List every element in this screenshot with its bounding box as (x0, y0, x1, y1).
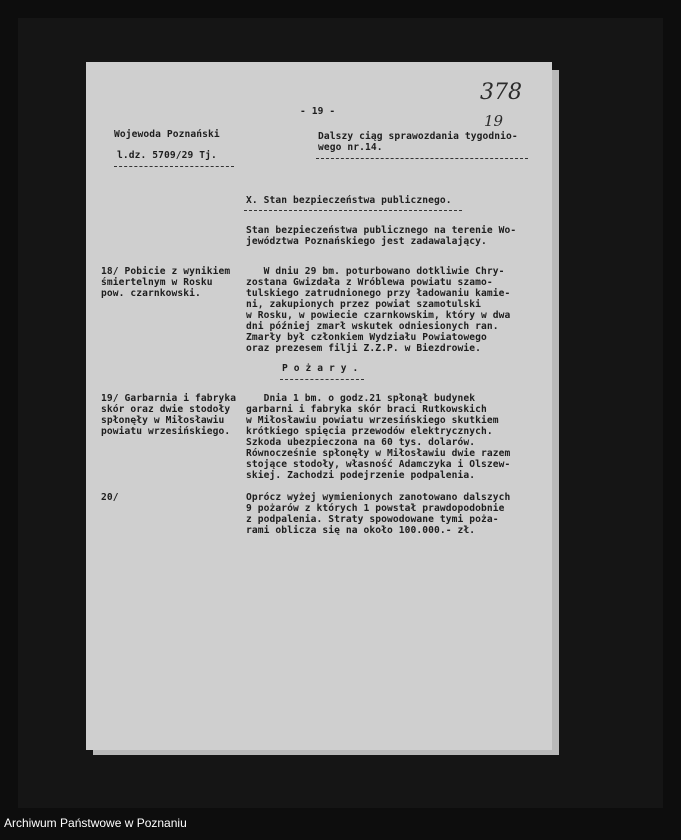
item18-label-line: pow. czarnkowski. (101, 288, 201, 299)
report-continuation-line2: wego nr.14. (318, 142, 383, 153)
header-left-underline (114, 166, 234, 167)
item19-body-line: skiej. Zachodzi podejrzenie podpalenia. (246, 470, 476, 481)
item19-label-line: 19/ Garbarnia i fabryka (101, 393, 237, 404)
archive-watermark: Archiwum Państwowe w Poznaniu (4, 816, 187, 830)
section-intro-line: jewództwa Poznańskiego jest zadawalający. (246, 236, 487, 247)
item19-body-line: krótkiego spięcia przewodów elektrycznych. (246, 426, 493, 437)
office-name: Wojewoda Poznański (114, 129, 220, 140)
item20-body-line: 9 pożarów z których 1 powstał prawdopodobnie (246, 503, 505, 514)
section-heading: X. Stan bezpieczeństwa publicznego. (246, 195, 452, 206)
item19-body-line: stojące stodoły, własność Adamczyka i Olszew- (246, 459, 511, 470)
item19-body-line: Szkoda ubezpieczona na 60 tys. dolarów. (246, 437, 476, 448)
item18-body-line: W dniu 29 bm. poturbowano dotkliwie Chry- (246, 266, 505, 277)
item20-body-line: Oprócz wyżej wymienionych zanotowano dalszych (246, 492, 511, 503)
item18-body-line: ni, zakupionych przez powiat szamotulski (246, 299, 482, 310)
section-intro-line: Stan bezpieczeństwa publicznego na terenie Wo- (246, 225, 517, 236)
item18-label-line: 18/ Pobicie z wynikiem (101, 266, 231, 277)
item19-label-line: powiatu wrzesińskiego. (101, 426, 231, 437)
item19-body-line: garbarni i fabryka skór braci Rutkowskich (246, 404, 487, 415)
item19-label-line: spłonęły w Miłosławiu (101, 415, 225, 426)
handwritten-folio-number: 378 (480, 80, 522, 105)
item18-body-line: Zmarły był członkiem Wydziału Powiatowego (246, 332, 487, 343)
item19-label-line: skór oraz dwie stodoły (101, 404, 231, 415)
item19-body-line: Dnia 1 bm. o godz.21 spłonął budynek (246, 393, 476, 404)
item18-body-line: dni później zmarł wskutek odniesionych ran. (246, 321, 499, 332)
header-right-underline (316, 158, 528, 159)
item18-label-line: śmiertelnym w Rosku (101, 277, 213, 288)
item18-body-line: w Rosku, w powiecie czarnkowskim, który w dwa (246, 310, 511, 321)
item19-body-line: w Miłosławiu powiatu wrzesińskiego skutkiem (246, 415, 499, 426)
document-page (86, 62, 552, 750)
section-heading-underline (244, 210, 462, 211)
fires-heading-underline (280, 379, 364, 380)
report-continuation-line1: Dalszy ciąg sprawozdania tygodnio- (318, 131, 518, 142)
item20-body-line: z podpalenia. Straty spowodowane tymi poża- (246, 514, 499, 525)
item20-body-line: rami oblicza się na około 100.000.- zł. (246, 525, 476, 536)
fires-heading: P o ż a r y . (282, 363, 359, 374)
item19-body-line: Równocześnie spłonęły w Miłosławiu dwie razem (246, 448, 511, 459)
reference-number: l.dz. 5709/29 Tj. (117, 150, 217, 161)
handwritten-page-number: 19 (484, 112, 504, 130)
item18-body-line: zostana Gwizdała z Wróblewa powiatu szamo- (246, 277, 493, 288)
item18-body-line: tulskiego zatrudnionego przy ładowaniu kamie- (246, 288, 511, 299)
item20-label: 20/ (101, 492, 119, 503)
item18-body-line: oraz prezesem filji Z.Z.P. w Biezdrowie. (246, 343, 482, 354)
page-number: - 19 - (300, 106, 336, 117)
